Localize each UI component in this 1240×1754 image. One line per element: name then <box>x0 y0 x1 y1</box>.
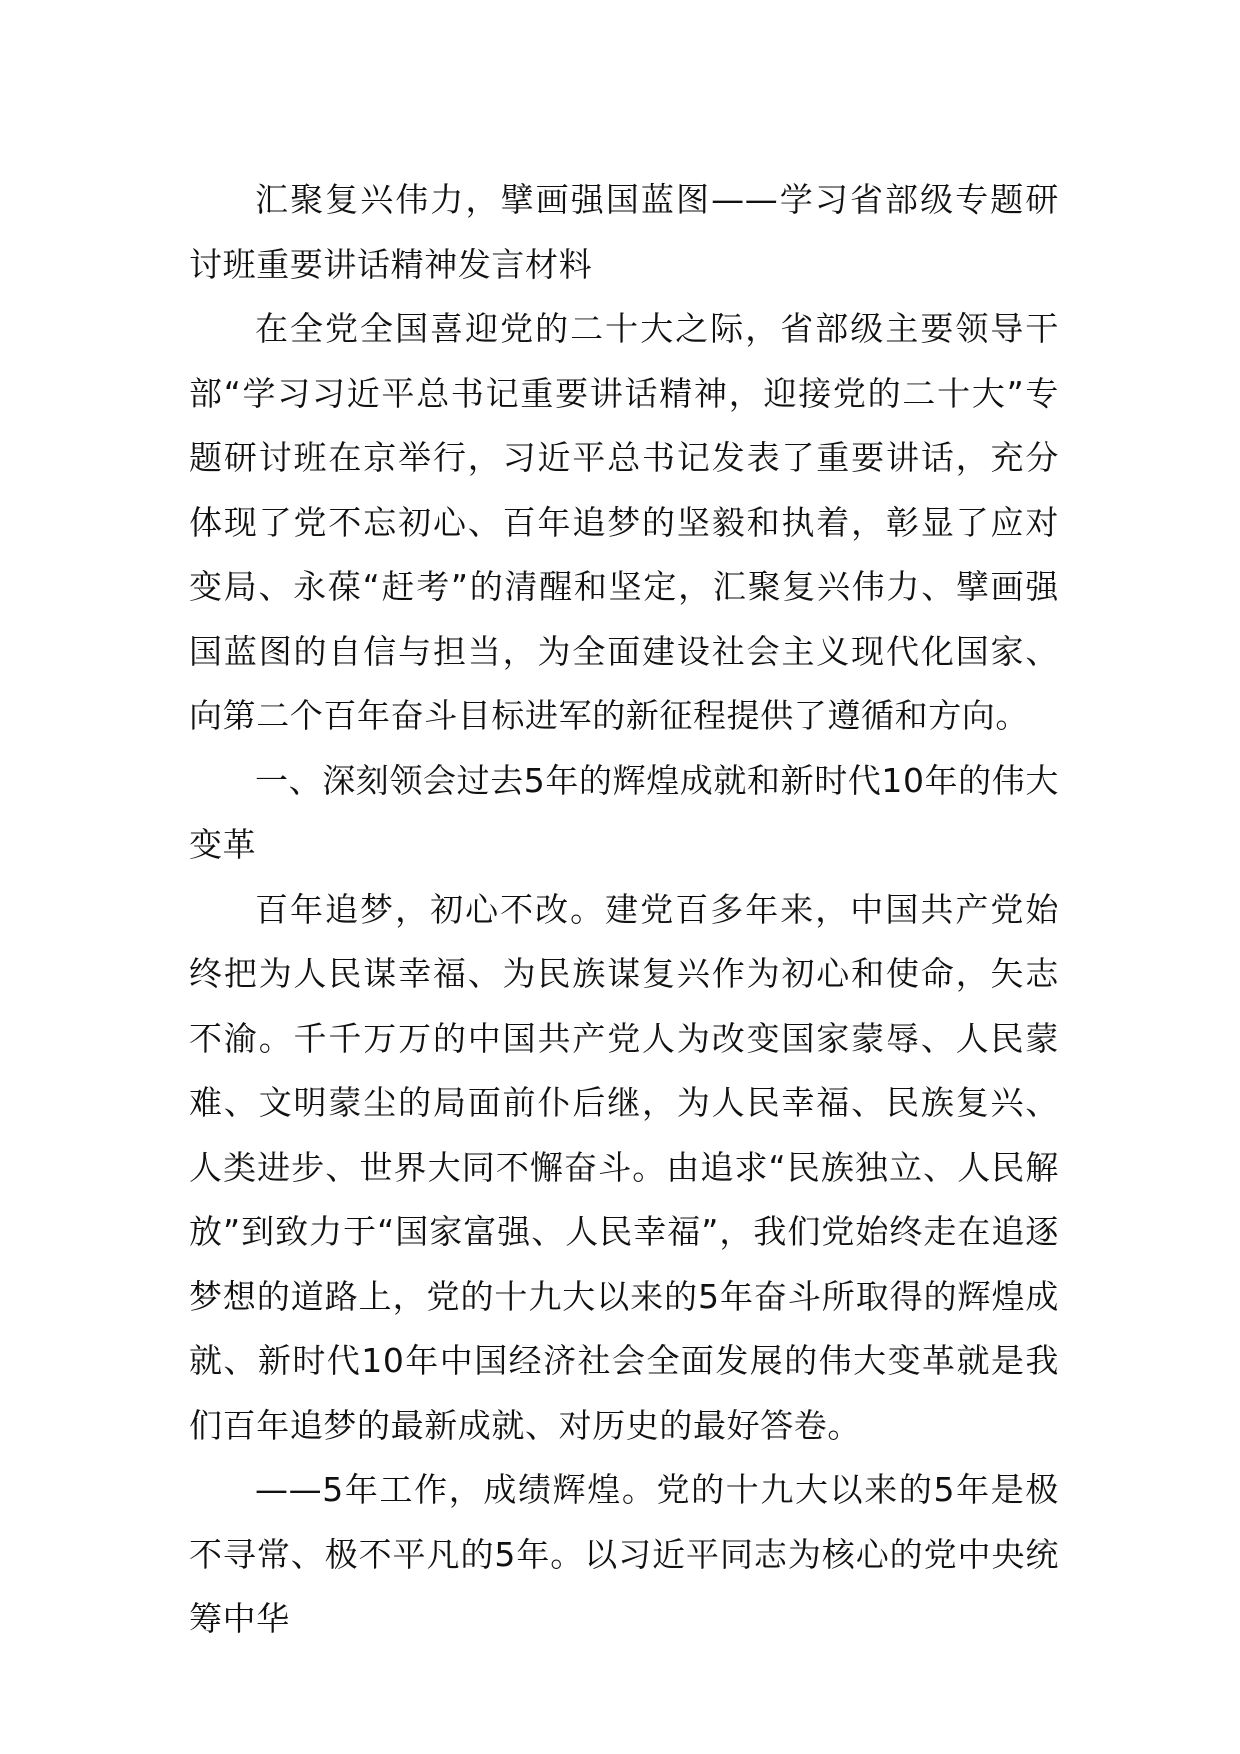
body-paragraph: ——5年工作，成绩辉煌。党的十九大以来的5年是极不寻常、极不平凡的5年。以习近平同志为核心的党中央统筹中华 <box>189 1470 1059 1638</box>
body-paragraph: 百年追梦，初心不改。建党百多年来，中国共产党始终把为人民谋幸福、为民族谋复兴作为初心和使命，矢志不渝。千千万万的中国共产党人为改变国家蒙辱、人民蒙难、文明蒙尘的局面前仆后继，为人民幸福、民族复兴、人类进步、世界大同不懈奋斗。由追求“民族独立、人民解放”到致力于“国家富强、人民幸福”，我们党始终走在追逐梦想的道路上，党的十九大以来的5年奋斗所取得的辉煌成就、新时代10年中国经济社会全面发展的伟大变革就是我们百年追梦的最新成就、对历史的最好答卷。 <box>189 889 1059 1445</box>
document-title: 汇聚复兴伟力，擘画强国蓝图——学习省部级专题研讨班重要讲话精神发言材料 <box>189 180 1059 284</box>
document-body <box>189 168 1059 1652</box>
intro-paragraph: 在全党全国喜迎党的二十大之际，省部级主要领导干部“学习习近平总书记重要讲话精神，迎接党的二十大”专题研讨班在京举行，习近平总书记发表了重要讲话，充分体现了党不忘初心、百年追梦的坚毅和执着，彰显了应对变局、永葆“赶考”的清醒和坚定，汇聚复兴伟力、擘画强国蓝图的自信与担当，为全面建设社会主义现代化国家、向第二个百年奋斗目标进军的新征程提供了遵循和方向。 <box>189 309 1059 735</box>
section-heading: 一、深刻领会过去5年的辉煌成就和新时代10年的伟大变革 <box>189 760 1059 864</box>
